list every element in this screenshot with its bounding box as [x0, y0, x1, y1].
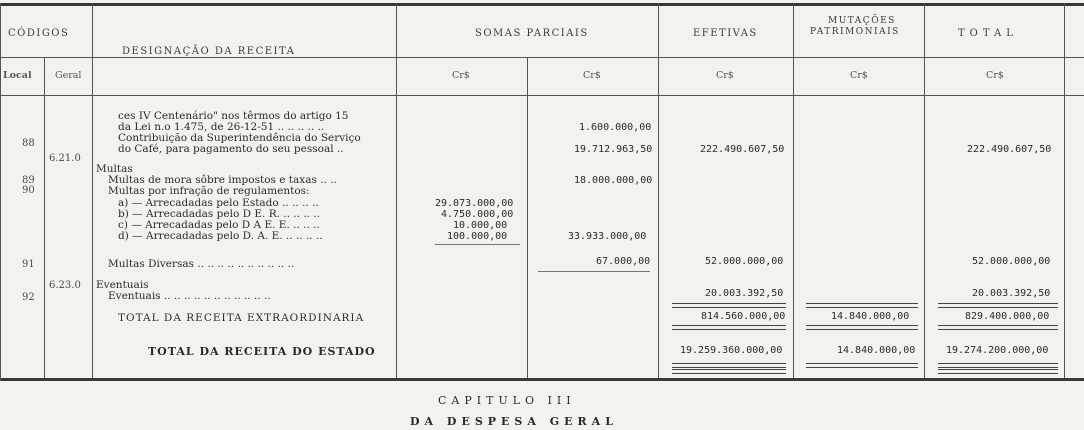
row-text: Contribuição da Superintendência do Serviço — [118, 132, 361, 144]
efetivas-value: 52.000.000,00 — [705, 256, 784, 267]
total-extra-label: TOTAL DA RECEITA EXTRAORDINARIA — [118, 312, 365, 324]
col-line-right — [1064, 3, 1065, 378]
local-code: 90 — [22, 185, 35, 196]
row-text: do Café, para pagamento do seu pessoal .. — [118, 143, 344, 155]
col-line-somas — [527, 57, 528, 378]
total-rule — [938, 303, 1058, 308]
subtotal-rule — [435, 244, 520, 245]
somas-value: 67.000,00 — [596, 256, 651, 267]
row-text: Multas por infração de regulamentos: — [108, 185, 310, 197]
total-value: 19.274.200.000,00 — [946, 345, 1049, 356]
header-mutacoes-1: MUTAÇÕES — [828, 16, 896, 26]
header-designacao: DESIGNAÇÃO DA RECEITA — [122, 46, 296, 57]
currency-efetivas: Cr$ — [716, 70, 734, 81]
subtotal-rule — [538, 271, 650, 272]
local-code: 92 — [22, 292, 35, 303]
chapter-subheading: DA DESPESA GERAL — [410, 415, 618, 428]
row-text: c) — Arrecadadas pelo D A E. E. .. .. .. — [118, 219, 320, 231]
header-local: Local — [3, 70, 32, 81]
row-text: Multas de mora sôbre impostos e taxas .. .. — [108, 174, 337, 186]
col-line-total — [924, 3, 925, 378]
efetivas-value: 222.490.607,50 — [700, 144, 785, 155]
total-rule — [672, 369, 786, 374]
chapter-heading: CAPITULO III — [438, 394, 576, 407]
bottom-rule — [0, 378, 1084, 381]
col-line-codes — [92, 3, 93, 378]
row-text: b) — Arrecadadas pelo D E. R. .. .. .. .. — [118, 208, 321, 220]
row-text: ces IV Centenário" nos têrmos do artigo 15 — [118, 110, 349, 122]
col-line-0 — [0, 3, 1, 381]
currency-somas-2: Cr$ — [583, 70, 601, 81]
top-rule — [0, 3, 1084, 6]
total-value: 20.003.392,50 — [972, 288, 1051, 299]
total-rule — [672, 303, 786, 308]
col-line-efetivas — [658, 3, 659, 378]
header-somas-parciais: SOMAS PARCIAIS — [475, 28, 589, 39]
local-code: 88 — [22, 138, 35, 149]
somas-value: 33.933.000,00 — [568, 231, 647, 242]
somas-value: 19.712.963,50 — [574, 144, 653, 155]
mutacoes-value: 14.840.000,00 — [831, 311, 910, 322]
row-text: Eventuais — [96, 279, 149, 291]
somas-value: 100.000,00 — [447, 231, 508, 242]
row-text: Multas — [96, 163, 133, 175]
row-text: Multas Diversas .. .. .. .. .. .. .. .. .. .. — [108, 258, 295, 270]
header-geral: Geral — [55, 70, 82, 81]
header-bottom-rule — [0, 95, 1084, 96]
header-mid-rule — [0, 57, 1084, 58]
total-rule — [672, 325, 786, 330]
somas-value: 29.073.000,00 — [435, 198, 514, 209]
local-code: 91 — [22, 259, 35, 270]
local-code: 89 — [22, 175, 35, 186]
mutacoes-value: 14.840.000,00 — [837, 345, 916, 356]
total-rule — [806, 303, 918, 308]
header-mutacoes-2: PATRIMONIAIS — [810, 27, 900, 37]
col-line-mutacoes — [793, 3, 794, 378]
total-value: 222.490.607,50 — [967, 144, 1052, 155]
total-rule — [938, 369, 1058, 374]
currency-total: Cr$ — [986, 70, 1004, 81]
total-rule — [938, 325, 1058, 330]
somas-value: 18.000.000,00 — [574, 175, 653, 186]
col-line-local — [44, 57, 45, 378]
somas-value: 10.000,00 — [453, 220, 508, 231]
total-value: 829.400.000,00 — [965, 311, 1050, 322]
currency-mutacoes: Cr$ — [850, 70, 868, 81]
row-text: d) — Arrecadadas pelo D. A. E. .. .. .. .. — [118, 230, 323, 242]
currency-somas-1: Cr$ — [452, 70, 470, 81]
total-rule — [806, 325, 918, 330]
efetivas-value: 814.560.000,00 — [701, 311, 786, 322]
somas-value: 4.750.000,00 — [441, 209, 514, 220]
total-rule — [938, 363, 1058, 368]
header-total: TOTAL — [958, 28, 1018, 39]
row-text: a) — Arrecadadas pelo Estado .. .. .. .. — [118, 197, 319, 209]
header-codigos: CÓDIGOS — [8, 28, 70, 39]
header-efetivas: EFETIVAS — [693, 28, 758, 39]
somas-value: 1.600.000,00 — [579, 122, 652, 133]
row-text: Eventuais .. .. .. .. .. .. .. .. .. .. .. — [108, 290, 271, 302]
total-rule — [806, 363, 918, 368]
total-value: 52.000.000,00 — [972, 256, 1051, 267]
geral-code: 6.23.0 — [49, 280, 81, 291]
row-text: da Lei n.o 1.475, de 26-12-51 .. .. .. .. .. — [118, 121, 325, 133]
geral-code: 6.21.0 — [49, 153, 81, 164]
total-rule — [672, 363, 786, 368]
efetivas-value: 20.003.392,50 — [705, 288, 784, 299]
efetivas-value: 19.259.360.000,00 — [680, 345, 783, 356]
col-line-designacao — [396, 3, 397, 378]
total-estado-label: TOTAL DA RECEITA DO ESTADO — [148, 345, 376, 358]
